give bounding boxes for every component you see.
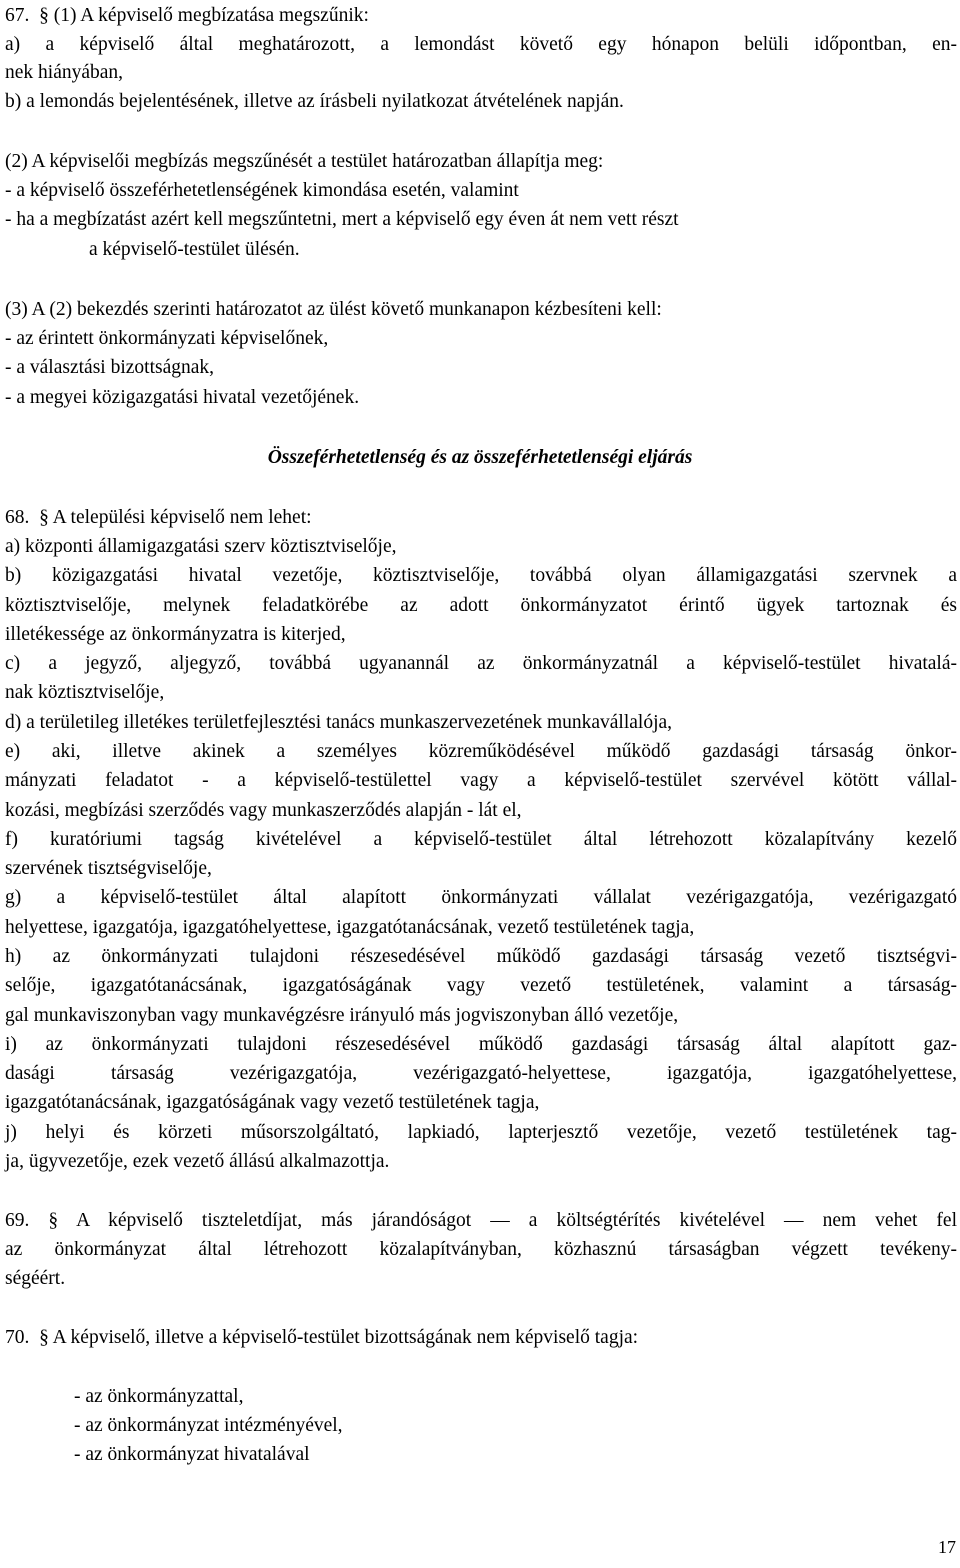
- text-line: igazgatótanácsának, igazgatóságának vagy vezető testületének tagja,: [5, 1092, 540, 1113]
- paragraph-68-heading: 68. § A települési képviselő nem lehet:: [5, 507, 312, 528]
- text-line: gal munkaviszonyban vagy munkavégzésre irányuló más jogviszonyban álló vezetője,: [5, 1005, 679, 1026]
- text-line: dasági társaság vezérigazgatója, vezérigazgató-helyettese, igazgatója, igazgatóhelyettese,: [5, 1063, 957, 1084]
- list-item: - a megyei közigazgatási hivatal vezetőjének.: [5, 387, 360, 408]
- section-heading: Összeférhetetlenség és az összeférhetetlenségi eljárás: [267, 447, 693, 468]
- list-item: - az önkormányzattal,: [74, 1386, 244, 1407]
- text-line: b) a lemondás bejelentésének, illetve az írásbeli nyilatkozat átvételének napján.: [5, 91, 624, 112]
- text-line: i) az önkormányzati tulajdoni részesedésével működő gazdasági társaság által alapított gaz-: [5, 1034, 957, 1055]
- text-line: b) közigazgatási hivatal vezetője, köztisztviselője, továbbá olyan államigazgatási szervnek a: [5, 565, 957, 586]
- text-line: c) a jegyző, aljegyző, továbbá ugyanannál az önkormányzatnál a képviselő-testület hivatalá-: [5, 653, 957, 674]
- paragraph-67-3-heading: (3) A (2) bekezdés szerinti határozatot az ülést követő munkanapon kézbesíteni kell:: [5, 299, 662, 320]
- text-line: f) kuratóriumi tagság kivételével a képviselő-testület által létrehozott közalapítvány kezelő: [5, 829, 957, 850]
- text-line: köztisztviselője, melynek feladatkörébe az adott önkormányzatot érintő ügyek tartoznak és: [5, 595, 957, 616]
- text-line: az önkormányzat által létrehozott közalapítványban, közhasznú társaságban végzett tevékeny-: [5, 1239, 957, 1260]
- text-line: e) aki, illetve akinek a személyes közreműködésével működő gazdasági társaság önkor-: [5, 741, 957, 762]
- text-line: ja, ügyvezetője, ezek vezető állású alkalmazottja.: [5, 1151, 390, 1172]
- text-line: a) központi államigazgatási szerv köztisztviselője,: [5, 536, 397, 557]
- text-line: kozási, megbízási szerződés vagy munkaszerződés alapján - lát el,: [5, 800, 522, 821]
- list-item: - a képviselő összeférhetetlenségének kimondása esetén, valamint: [5, 180, 519, 201]
- list-item: - az érintett önkormányzati képviselőnek,: [5, 328, 329, 349]
- text-line: illetékessége az önkormányzatra is kiterjed,: [5, 624, 346, 645]
- paragraph-70-heading: 70. § A képviselő, illetve a képviselő-testület bizottságának nem képviselő tagja:: [5, 1327, 639, 1348]
- list-item: - a választási bizottságnak,: [5, 357, 215, 378]
- paragraph-67-1-heading: 67. § (1) A képviselő megbízatása megszűnik:: [5, 5, 369, 26]
- text-line: j) helyi és körzeti műsorszolgáltató, lapkiadó, lapterjesztő vezetője, vezető testületének tag-: [5, 1122, 957, 1143]
- list-item: - ha a megbízatást azért kell megszűntetni, mert a képviselő egy éven át nem vett részt: [5, 209, 679, 230]
- paragraph-67-2-heading: (2) A képviselői megbízás megszűnését a testület határozatban állapítja meg:: [5, 151, 604, 172]
- page-number: 17: [938, 1537, 956, 1557]
- list-item: - az önkormányzat intézményével,: [74, 1415, 343, 1436]
- text-line: mányzati feladatot - a képviselő-testülettel vagy a képviselő-testület szervével kötött vállal-: [5, 770, 957, 791]
- text-line: d) a területileg illetékes területfejlesztési tanács munkaszervezetének munkavállalója,: [5, 712, 673, 733]
- list-item: - az önkormányzat hivatalával: [74, 1444, 310, 1465]
- text-line: ségéért.: [5, 1268, 66, 1289]
- list-item-continuation: a képviselő-testület ülésén.: [89, 239, 300, 260]
- text-line: helyettese, igazgatója, igazgatóhelyettese, igazgatótanácsának, vezető testületének tagja,: [5, 917, 695, 938]
- text-line: nak köztisztviselője,: [5, 682, 165, 703]
- text-line: a) a képviselő által meghatározott, a lemondást követő egy hónapon belüli időpontban, en-: [5, 34, 957, 55]
- paragraph-69-heading: 69. § A képviselő tiszteletdíjat, más járandóságot — a költségtérítés kivételével — nem vehet fel: [5, 1210, 957, 1231]
- text-line: nek hiányában,: [5, 62, 124, 83]
- text-line: selője, igazgatótanácsának, igazgatóságának vagy vezető testületének, valamint a társaság-: [5, 975, 957, 996]
- text-line: g) a képviselő-testület által alapított önkormányzati vállalat vezérigazgatója, vezérigazgató: [5, 887, 957, 908]
- text-line: h) az önkormányzati tulajdoni részesedésével működő gazdasági társaság vezető tisztségvi-: [5, 946, 957, 967]
- text-line: szervének tisztségviselője,: [5, 858, 212, 879]
